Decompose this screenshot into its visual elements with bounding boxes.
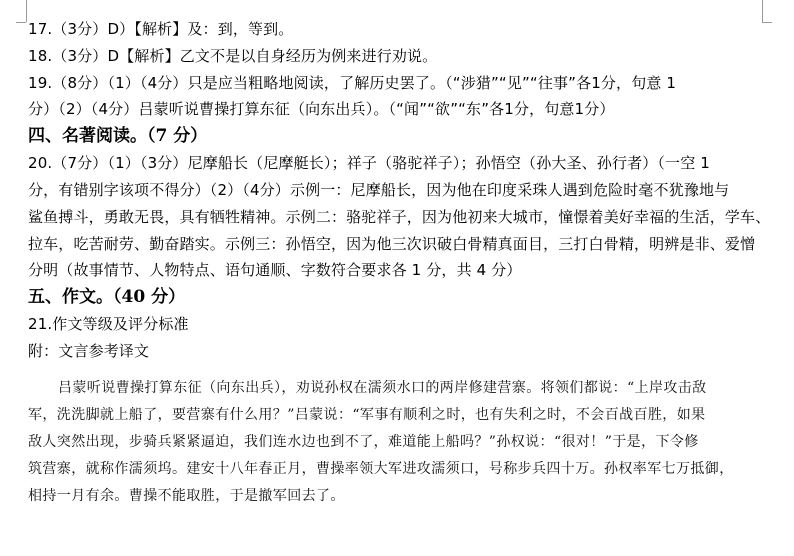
answer-20-line-2: 分，有错别字该项不得分）（2）（4分）示例一：尼摩船长，因为他在印度采珠人遇到危险时毫不犹豫地与 — [28, 180, 730, 199]
translation-line-4: 筑营寨，就称作濡须坞。建安十八年春正月，曹操率领大军进攻濡须口，号称步兵四十万。孙权率军七万抵御， — [28, 461, 734, 477]
answer-20-line-5: 分明（故事情节、人物特点、语句通顺、字数符合要求各 1 分，共 4 分） — [28, 261, 522, 280]
answer-17: 17.（3分）D）【解析】及：到，等到。 — [28, 20, 294, 38]
translation-line-3: 敌人突然出现，步骑兵紧紧逼迫，我们连水边也到不了，难道能上船吗？”孙权说：“很对！”于是，下令修 — [28, 434, 699, 450]
crop-mark-left — [26, 0, 27, 22]
translation-line-5: 相持一月有余。曹操不能取胜，于是撤军回去了。 — [28, 488, 345, 504]
translation-line-1: 吕蒙听说曹操打算东征（向东出兵），劝说孙权在濡须水口的两岸修建营寨。将领们都说：“上岸攻击敌 — [58, 380, 707, 396]
answer-19-line-1: 19.（8分）（1）（4分）只是应当粗略地阅读，了解历史罢了。（“涉猎”“见”“往事”各1分，句意 1 — [28, 73, 677, 92]
section-heading-composition: 五、作文。（40 分） — [28, 287, 186, 308]
appendix-title: 附：文言参考译文 — [28, 341, 150, 360]
answer-19-line-2: 分）（2）（4分）吕蒙听说曹操打算东征（向东出兵）。（“闻”“欲”“东”各1分，句意1分） — [28, 100, 615, 119]
answer-20-line-4: 拉车，吃苦耐劳、勤奋踏实。示例三：孙悟空，因为他三次识破白骨精真面目，三打白骨精，明辨是非、爱憎 — [28, 234, 756, 253]
crop-mark-left-horizontal — [16, 22, 26, 23]
answer-21: 21.作文等级及评分标准 — [28, 315, 189, 334]
section-heading-classics-reading: 四、名著阅读。（7 分） — [28, 126, 208, 147]
answer-20-line-3: 鲨鱼搏斗，勇敢无畏，具有牺牲精神。示例二：骆驼祥子，因为他初来大城市，憧憬着美好幸福的生活，学车、 — [28, 207, 771, 226]
answer-key-content — [28, 16, 771, 365]
answer-20-line-1: 20.（7分）（1）（3分）尼摩船长（尼摩艇长）；祥子（骆驼祥子）；孙悟空（孙大圣、孙行者）（一空 1 — [28, 154, 710, 173]
answer-18: 18.（3分）D【解析】乙文不是以自身经历为例来进行劝说。 — [28, 46, 438, 65]
classical-text-translation — [28, 375, 768, 510]
translation-line-2: 军，洗洗脚就上船了，要营寨有什么用？”吕蒙说：“军事有顺利之时，也有失利之时，不会百战百胜，如果 — [28, 407, 706, 423]
